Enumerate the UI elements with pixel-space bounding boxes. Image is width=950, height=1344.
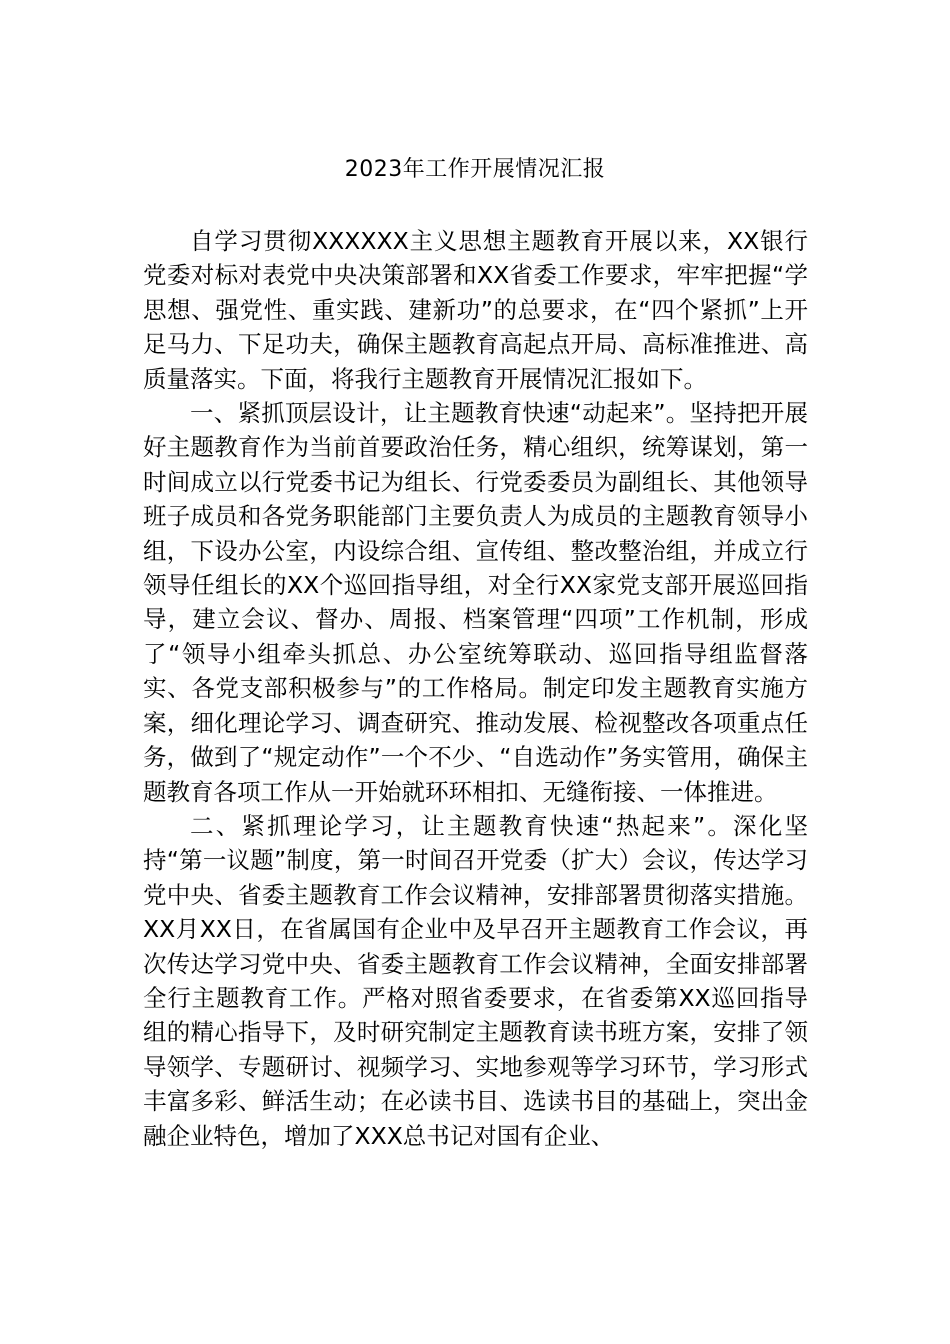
paragraph-section-2: 二、紧抓理论学习，让主题教育快速“热起来”。深化坚持“第一议题”制度，第一时间召开党委（扩大）会议，传达学习党中央、省委主题教育工作会议精神，安排部署贯彻落实措施。XX月XX日，在省属国有企业中及早召开主题教育工作会议，再次传达学习党中央、省委主题教育工作会议精神，全面安排部署全行主题教育工作。严格对照省委要求，在省委第XX巡回指导组的精心指导下，及时研究制定主题教育读书班方案，安排了领导领学、专题研讨、视频学习、实地参观等学习环节，学习形式丰富多彩、鲜活生动；在必读书目、选读书目的基础上，突出金融企业特色，增加了XXX总书记对国有企业、 <box>143 811 808 1150</box>
document-body <box>143 224 808 1153</box>
paragraph-intro: 自学习贯彻XXXXXX主义思想主题教育开展以来，XX银行党委对标对表党中央决策部署和XX省委工作要求，牢牢把握“学思想、强党性、重实践、建新功”的总要求，在“四个紧抓”上开足马力、下足功夫，确保主题教育高起点开局、高标准推进、高质量落实。下面，将我行主题教育开展情况汇报如下。 <box>143 227 808 393</box>
paragraph-section-1: 一、紧抓顶层设计，让主题教育快速“动起来”。坚持把开展好主题教育作为当前首要政治任务，精心组织，统筹谋划，第一时间成立以行党委书记为组长、行党委委员为副组长、其他领导班子成员和各党务职能部门主要负责人为成员的主题教育领导小组，下设办公室，内设综合组、宣传组、整改整治组，并成立行领导任组长的XX个巡回指导组，对全行XX家党支部开展巡回指导，建立会议、督办、周报、档案管理“四项”工作机制，形成了“领导小组牵头抓总、办公室统筹联动、巡回指导组监督落实、各党支部积极参与”的工作格局。制定印发主题教育实施方案，细化理论学习、调查研究、推动发展、检视整改各项重点任务，做到了“规定动作”一个不少、“自选动作”务实管用，确保主题教育各项工作从一开始就环环相扣、无缝衔接、一体推进。 <box>143 399 808 806</box>
document-title: 2023年工作开展情况汇报 <box>344 157 606 182</box>
